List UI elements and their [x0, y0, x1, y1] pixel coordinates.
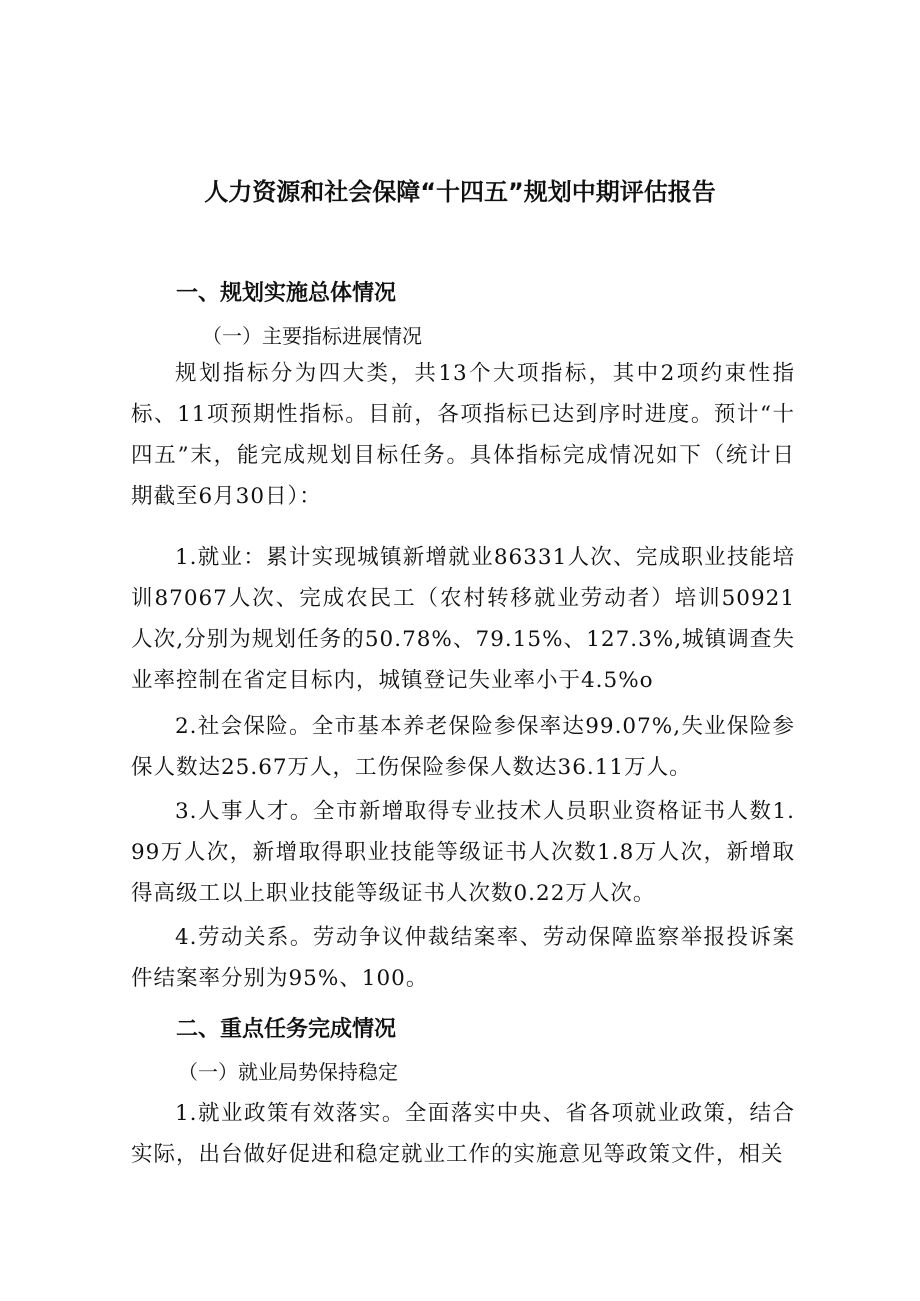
subsection-heading-2-1: （一）就业局势保持稳定 [178, 1060, 398, 1084]
paragraph-labor-relations: 4.劳动关系。劳动争议仲裁结案率、劳动保障监察举报投诉案件结案率分别为95%、100。 [131, 925, 795, 991]
document-title: 人力资源和社会保障“十四五”规划中期评估报告 [204, 178, 716, 206]
paragraph-personnel-talent: 3.人事人才。全市新增取得专业技术人员职业资格证书人数1.99万人次，新增取得职业技能等级证书人次数1.8万人次，新增取得高级工以上职业技能等级证书人次数0.22万人次。 [131, 799, 795, 906]
section-heading-1: 一、规划实施总体情况 [176, 281, 397, 306]
subsection-heading-1-1: （一）主要指标进展情况 [202, 324, 422, 348]
section-heading-2: 二、重点任务完成情况 [176, 1017, 397, 1042]
paragraph-intro: 规划指标分为四大类，共13个大项指标，其中2项约束性指标、11项预期性指标。目前，各项指标已达到序时进度。预计“十四五”末，能完成规划目标任务。具体指标完成情况如下（统计日期截至6月30日）： [131, 361, 795, 509]
paragraph-employment-policy: 1.就业政策有效落实。全面落实中央、省各项就业政策，结合实际，出台做好促进和稳定就业工作的实施意见等政策文件，相关 [131, 1101, 795, 1167]
paragraph-employment: 1.就业：累计实现城镇新增就业86331人次、完成职业技能培训87067人次、完成农民工（农村转移就业劳动者）培训50921人次,分别为规划任务的50.78%、79.15%、127.3%,城镇调查失业率控制在省定目标内，城镇登记失业率小于4.5%o [131, 545, 795, 693]
paragraph-social-insurance: 2.社会保险。全市基本养老保险参保率达99.07%,失业保险参保人数达25.67万人，工伤保险参保人数达36.11万人。 [131, 714, 795, 780]
